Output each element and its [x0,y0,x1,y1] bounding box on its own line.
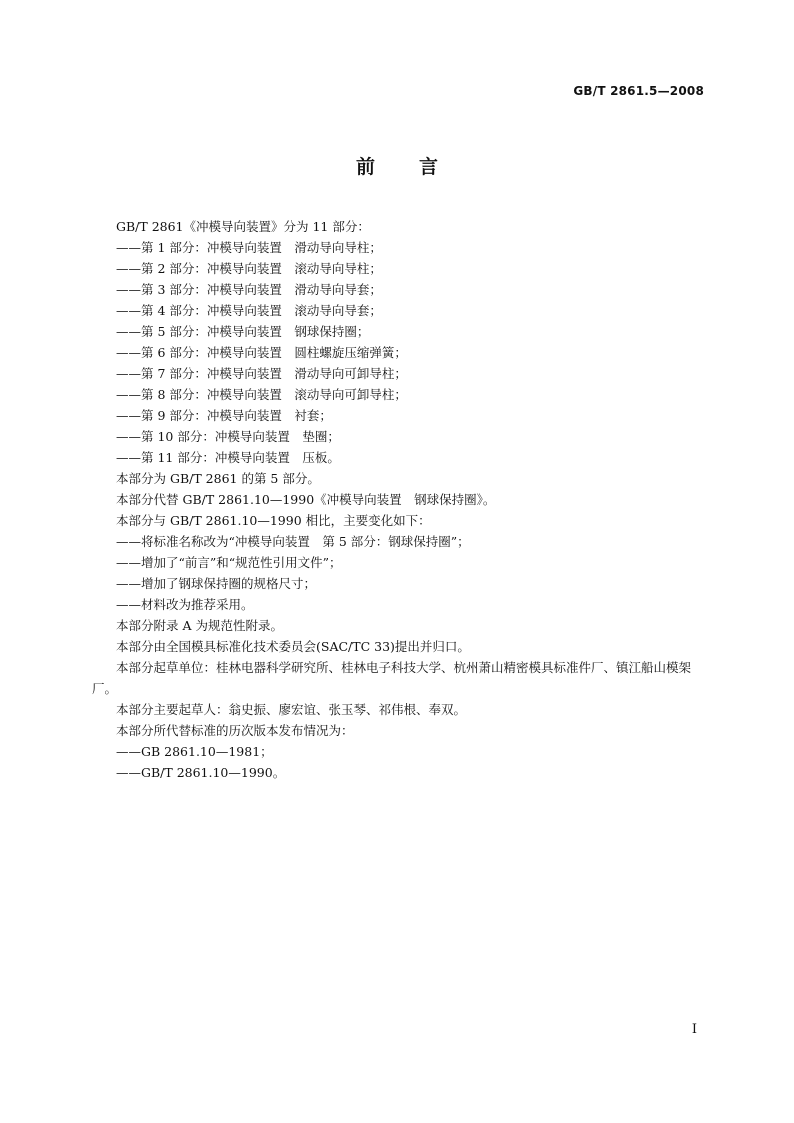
list-item: ——第 9 部分：冲模导向装置 衬套； [116,408,332,423]
list-item: ——第 5 部分：冲模导向装置 钢球保持圈； [116,324,370,339]
list-item: ——增加了“前言”和“规范性引用文件”； [116,555,342,570]
paragraph: 本部分为 GB/T 2861 的第 5 部分。 [116,471,320,486]
paragraph: 本部分附录 A 为规范性附录。 [116,618,283,633]
list-item: ——第 11 部分：冲模导向装置 压板。 [116,450,340,465]
list-item: ——将标准名称改为“冲模导向装置 第 5 部分：钢球保持圈”； [116,534,470,549]
list-item: ——第 4 部分：冲模导向装置 滚动导向导套； [116,303,382,318]
page-number: I [691,1022,697,1037]
list-item: ——GB/T 2861.10—1990。 [116,765,286,780]
list-item: ——第 7 部分：冲模导向装置 滑动导向可卸导柱； [116,366,407,381]
list-item: ——第 1 部分：冲模导向装置 滑动导向导柱； [116,240,382,255]
list-item: ——第 6 部分：冲模导向装置 圆柱螺旋压缩弹簧； [116,345,407,360]
list-item: ——增加了钢球保持圈的规格尺寸； [116,576,317,591]
paragraph: 本部分起草单位：桂林电器科学研究所、桂林电子科技大学、杭州萧山精密模具标准件厂、镇江船山模架厂。 [92,660,692,696]
foreword-body [92,216,708,783]
standard-code: GB/T 2861.5—2008 [573,84,704,98]
paragraph: 本部分所代替标准的历次版本发布情况为： [116,723,354,738]
paragraph: 本部分主要起草人：翁史振、廖宏谊、张玉琴、祁伟根、奉双。 [116,702,467,717]
list-item: ——第 8 部分：冲模导向装置 滚动导向可卸导柱； [116,387,407,402]
list-item: ——材料改为推荐采用。 [116,597,254,612]
list-item: ——第 2 部分：冲模导向装置 滚动导向导柱； [116,261,382,276]
list-item: ——GB 2861.10—1981； [116,744,273,759]
list-item: ——第 10 部分：冲模导向装置 垫圈； [116,429,340,444]
list-item: ——第 3 部分：冲模导向装置 滑动导向导套； [116,282,382,297]
paragraph: GB/T 2861《冲模导向装置》分为 11 部分： [116,219,370,234]
paragraph: 本部分由全国模具标准化技术委员会(SAC/TC 33)提出并归口。 [116,639,470,654]
page-title: 前言 [355,156,482,178]
paragraph: 本部分代替 GB/T 2861.10—1990《冲模导向装置 钢球保持圈》。 [116,492,496,507]
paragraph: 本部分与 GB/T 2861.10—1990 相比，主要变化如下： [116,513,431,528]
